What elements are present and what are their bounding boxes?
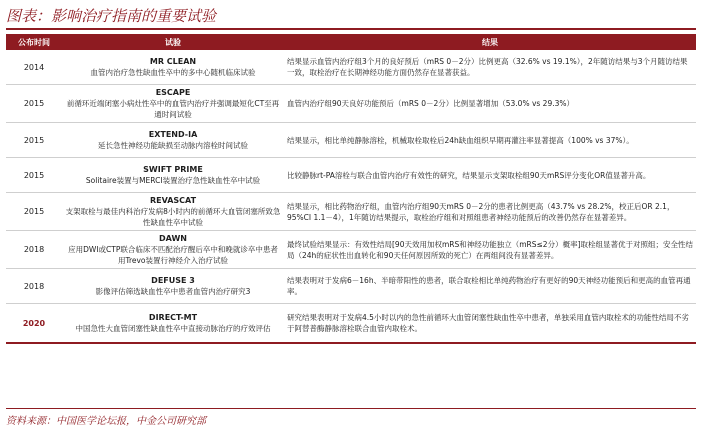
table-row	[6, 269, 696, 304]
row-result: 血管内治疗组90天良好功能预后（mRS 0－2分）比例显著增加（53.0% vs 29.3%）	[284, 85, 696, 123]
table-row	[6, 158, 696, 193]
row-trial	[62, 123, 284, 158]
source-note: 资料来源：中国医学论坛报，中金公司研究部	[6, 408, 696, 427]
table-row	[6, 50, 696, 85]
row-trial	[62, 85, 284, 123]
trial-name: REVASCAT	[149, 196, 197, 205]
table-row	[6, 123, 696, 158]
row-result: 结果显示，相比药物治疗组，血管内治疗组90天mRS 0－2分的患者比例更高（43.7% vs 28.2%，校正后OR 2.1，95%CI 1.1－4），1年随访结果提示，取栓治疗组和对照组患者神经功能预后的改善仍然存在显著差异。	[284, 193, 696, 231]
trial-description: 中国急性大血管闭塞性缺血性卒中直接动脉治疗的疗效评估	[75, 324, 271, 333]
row-year: 2015	[6, 193, 62, 231]
row-year: 2015	[6, 158, 62, 193]
row-result: 结果显示，相比单纯静脉溶栓，机械取栓取栓后24h缺血组织早期再灌注率显著提高（100% vs 37%）。	[284, 123, 696, 158]
trial-name: DAWN	[159, 234, 187, 243]
row-result: 研究结果表明对于发病4.5小时以内的急性前循环大血管闭塞性缺血性卒中患者，单独采用血管内取栓术的功能性结局不劣于阿替普酶静脉溶栓联合血管内取栓术。	[284, 304, 696, 344]
trial-description: 应用DWI或CTP联合临床不匹配治疗醒后卒中和晚就诊卒中患者用Trevo装置行神经介入治疗试验	[68, 245, 278, 265]
row-year: 2014	[6, 50, 62, 85]
trial-name: EXTEND-IA	[148, 130, 198, 139]
row-year: 2018	[6, 269, 62, 304]
trial-description: 影像评估筛选缺血性卒中患者血管内治疗研究3	[95, 287, 251, 296]
trial-description: Solitaire装置与MERCI装置治疗急性缺血性卒中试验	[85, 176, 261, 185]
trial-description: 前循环近端闭塞小病灶性卒中的血管内治疗并强调最短化CT至再通时间试验	[66, 99, 280, 119]
table-row	[6, 304, 696, 344]
table-row	[6, 85, 696, 123]
trial-name: DIRECT-MT	[148, 313, 198, 322]
row-trial	[62, 304, 284, 344]
row-result: 比较静脉rt-PA溶栓与联合血管内治疗有效性的研究，结果显示支架取栓组90天mRS评分变化OR值显著升高。	[284, 158, 696, 193]
row-year: 2020	[6, 304, 62, 344]
table-header-row	[6, 34, 696, 50]
row-trial	[62, 231, 284, 269]
trial-description: 支架取栓与最佳内科治疗发病8小时内的前循环大血管闭塞所致急性缺血性卒中试验	[65, 207, 281, 227]
row-year: 2015	[6, 123, 62, 158]
header-year: 公布时间	[6, 34, 62, 50]
row-year: 2018	[6, 231, 62, 269]
trial-description: 血管内治疗急性缺血性卒中的多中心随机临床试验	[90, 68, 256, 77]
trial-name: SWIFT PRIME	[143, 165, 203, 174]
trials-table	[6, 34, 696, 344]
row-trial	[62, 158, 284, 193]
row-trial	[62, 269, 284, 304]
header-result: 结果	[284, 34, 696, 50]
chart-title: 图表：影响治疗指南的重要试验	[6, 4, 696, 30]
header-trial: 试验	[62, 34, 284, 50]
row-result: 结果表明对于发病6－16h、半暗带阳性的患者，联合取栓相比单纯药物治疗有更好的90天神经功能预后和更高的血管再通率。	[284, 269, 696, 304]
table-row	[6, 231, 696, 269]
trial-description: 延长急性神经功能缺损至动脉内溶栓时间试验	[98, 141, 248, 150]
trial-name: DEFUSE 3	[151, 276, 195, 285]
row-trial	[62, 50, 284, 85]
row-trial	[62, 193, 284, 231]
row-result: 结果显示血管内治疗组3个月的良好预后（mRS 0－2分）比例更高（32.6% vs 19.1%），2年随访结果与3个月随访结果一致，取栓治疗在长期神经功能方面仍然存在显著获益。	[284, 50, 696, 85]
row-result: 最终试验结果显示：有效性结局[90天效用加权mRS和神经功能独立（mRS≤2分）概率]取栓组显著优于对照组；安全性结局（24h的症状性出血转化和90天任何原因所致的死亡）在两组间没有显著差异。	[284, 231, 696, 269]
row-year: 2015	[6, 85, 62, 123]
table-row	[6, 193, 696, 231]
trial-name: ESCAPE	[155, 88, 191, 97]
trial-name: MR CLEAN	[149, 57, 197, 66]
